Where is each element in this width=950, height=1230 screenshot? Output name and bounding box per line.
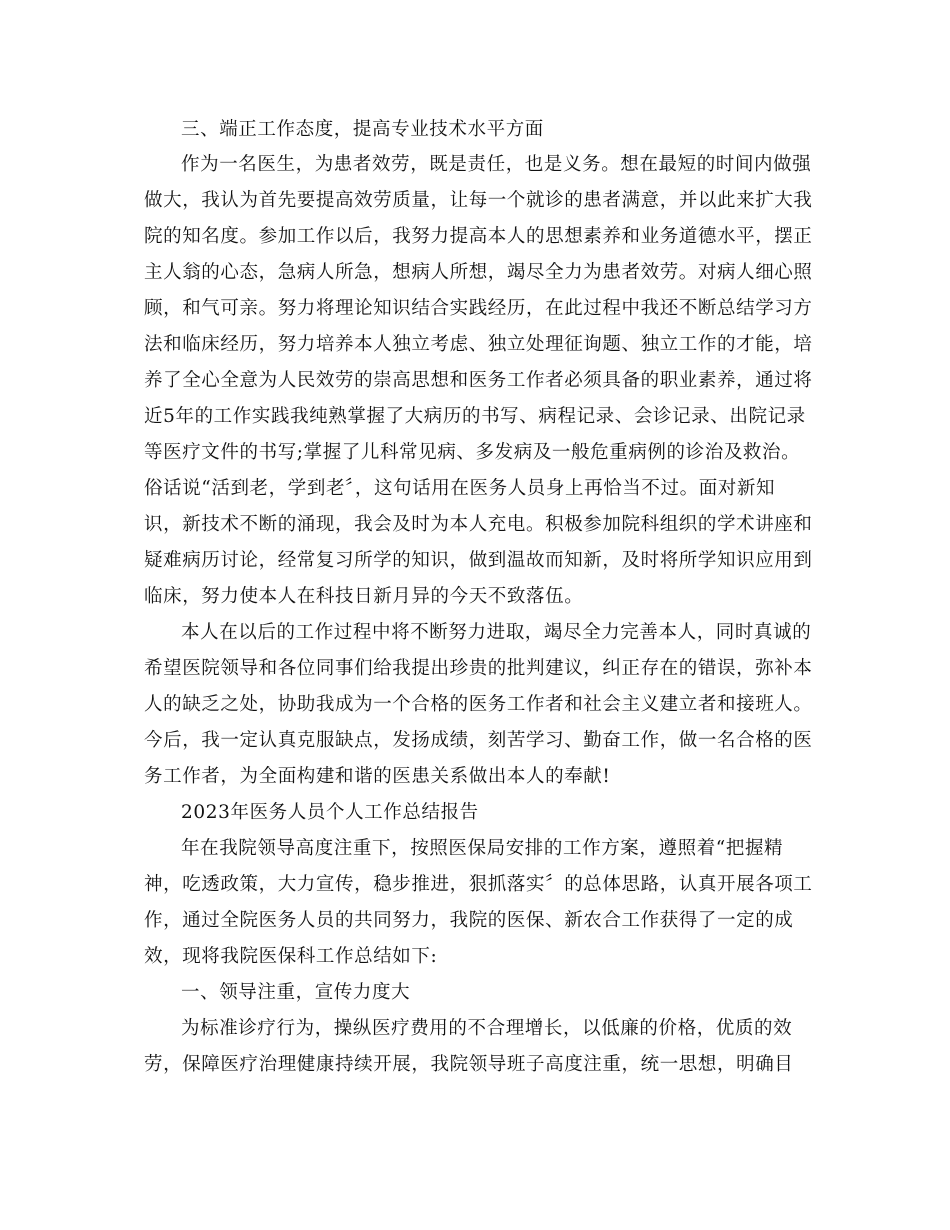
- paragraph-line: 作为一名医生，为患者效劳，既是责任，也是义务。想在最短的时间内做强: [181, 154, 812, 175]
- paragraph-line: 主人翁的心态，急病人所急，想病人所想，竭尽全力为患者效劳。对病人细心照: [144, 262, 813, 283]
- section-heading-1: 一、领导注重，宣传力度大: [181, 982, 411, 1003]
- paragraph-line: 为标准诊疗行为，操纵医疗费用的不合理增长，以低廉的价格，优质的效: [181, 1018, 793, 1039]
- paragraph-line: 效，现将我院医保科工作总结如下:: [144, 946, 438, 967]
- paragraph-line: 今后，我一定认真克服缺点，发扬成绩，刻苦学习、勤奋工作，做一名合格的医: [144, 730, 813, 751]
- paragraph-line: 年在我院领导高度注重下，按照医保局安排的工作方案，遵照着“把握精: [181, 838, 784, 859]
- paragraph-line: 养了全心全意为人民效劳的崇高思想和医务工作者必须具备的职业素养，通过将: [144, 370, 813, 391]
- paragraph-line: 法和临床经历，努力培养本人独立考虑、独立处理征询题、独立工作的才能，培: [144, 334, 813, 355]
- paragraph-line: 临床，努力使本人在科技日新月异的今天不致落伍。: [144, 586, 584, 607]
- paragraph-line: 劳，保障医疗治理健康持续开展，我院领导班子高度注重，统一思想，明确目: [144, 1054, 794, 1075]
- paragraph-line: 人的缺乏之处，协助我成为一个合格的医务工作者和社会主义建立者和接班人。: [144, 694, 813, 715]
- paragraph-line: 院的知名度。参加工作以后，我努力提高本人的思想素养和业务道德水平，摆正: [144, 226, 813, 247]
- paragraph-line: 本人在以后的工作过程中将不断努力进取，竭尽全力完善本人，同时真诚的: [181, 622, 812, 643]
- paragraph-line: 作，通过全院医务人员的共同努力，我院的医保、新农合工作获得了一定的成: [144, 910, 794, 931]
- paragraph-line: 做大，我认为首先要提高效劳质量，让每一个就诊的患者满意，并以此来扩大我: [144, 190, 813, 211]
- section-heading-3: 三、端正工作态度，提高专业技术水平方面: [181, 119, 544, 140]
- paragraph-line: 近5年的工作实践我纯熟掌握了大病历的书写、病程记录、会诊记录、出院记录: [144, 406, 806, 427]
- paragraph-line: 顾，和气可亲。努力将理论知识结合实践经历，在此过程中我还不断总结学习方: [144, 298, 813, 319]
- paragraph-line: 识，新技术不断的涌现，我会及时为本人充电。积极参加院科组织的学术讲座和: [144, 514, 813, 535]
- report-title: 2023年医务人员个人工作总结报告: [181, 802, 479, 823]
- paragraph-line: 等医疗文件的书写;掌握了儿科常见病、多发病及一般危重病例的诊治及救治。: [144, 442, 801, 463]
- paragraph-line: 疑难病历讨论，经常复习所学的知识，做到温故而知新，及时将所学知识应用到: [144, 550, 813, 571]
- paragraph-line: 希望医院领导和各位同事们给我提出珍贵的批判建议，纠正存在的错误，弥补本: [144, 658, 813, 679]
- paragraph-line: 俗话说“活到老，学到老〞，这句话用在医务人员身上再恰当不过。面对新知: [144, 478, 776, 499]
- paragraph-line: 神，吃透政策，大力宣传，稳步推进，狠抓落实〞的总体思路，认真开展各项工: [144, 874, 813, 895]
- paragraph-line: 务工作者，为全面构建和谐的医患关系做出本人的奉献!: [144, 766, 611, 787]
